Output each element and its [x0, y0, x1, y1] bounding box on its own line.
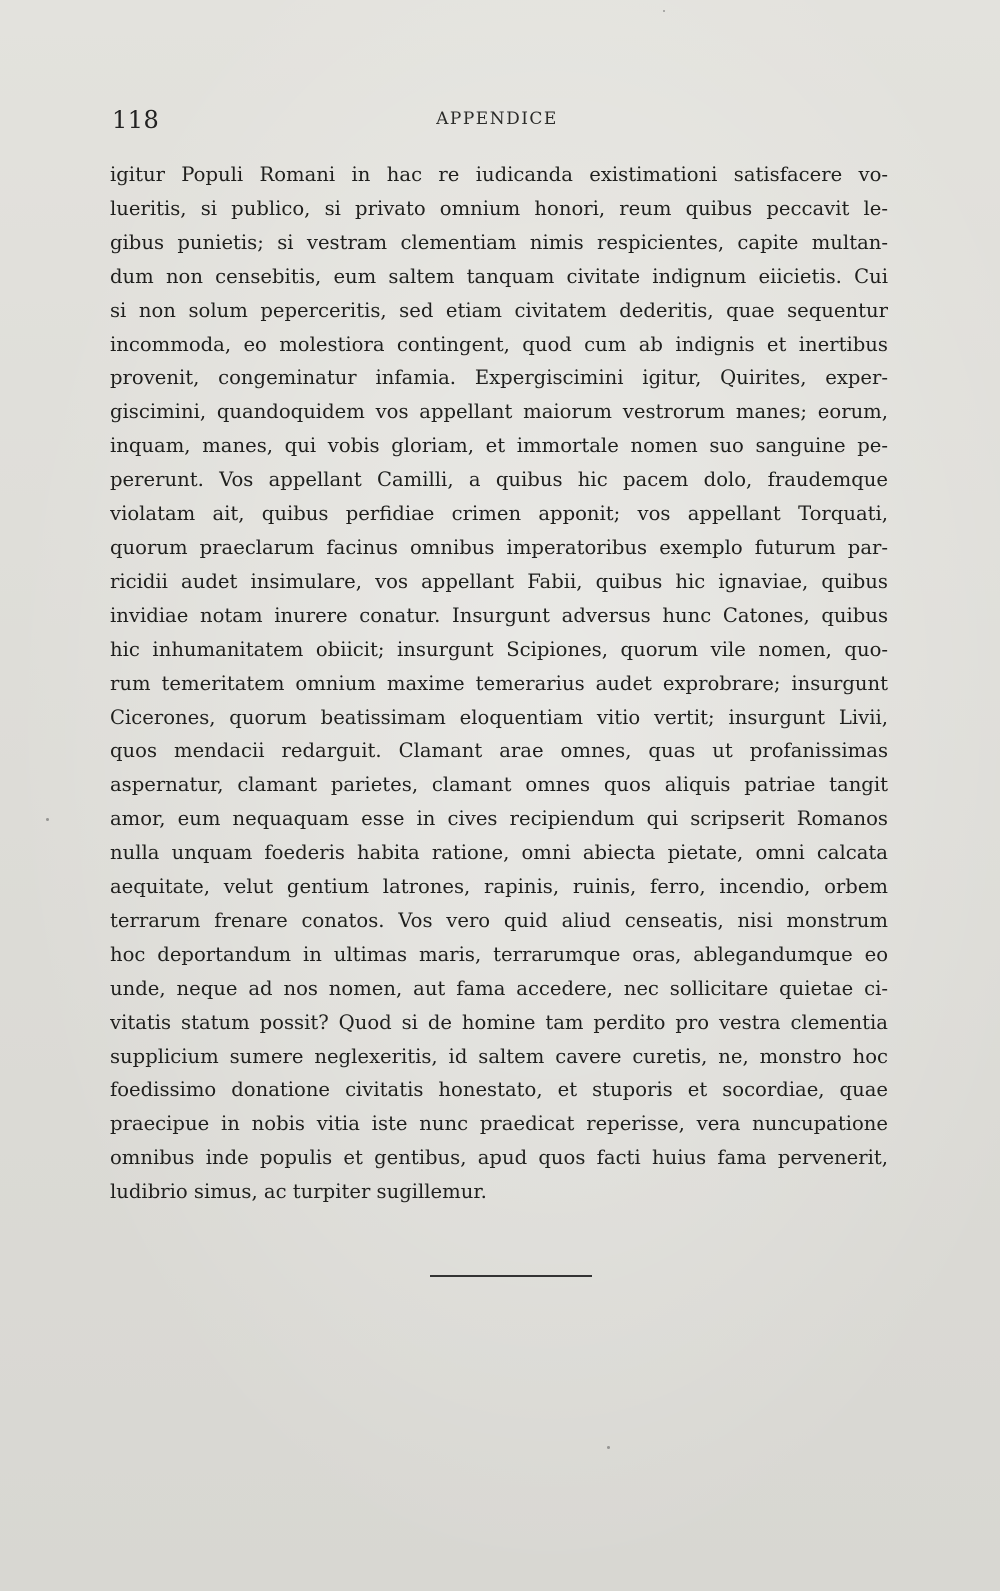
- running-head: APPENDICE: [436, 109, 558, 129]
- text-line: ricidii audet insimulare, vos appellant Fabii, quibus hic ignaviae, quibus: [110, 569, 888, 593]
- text-line: quorum praeclarum facinus omnibus imperatoribus exemplo futurum par-: [110, 535, 888, 559]
- text-line: supplicium sumere neglexeritis, id saltem cavere curetis, ne, monstro hoc: [110, 1044, 888, 1068]
- end-rule: [430, 1275, 592, 1277]
- text-line: Cicerones, quorum beatissimam eloquentiam vitio vertit; insurgunt Livii,: [110, 705, 888, 729]
- text-line: quos mendacii redarguit. Clamant arae omnes, quas ut profanissimas: [110, 739, 888, 763]
- text-line: violatam ait, quibus perfidiae crimen apponit; vos appellant Torquati,: [110, 502, 888, 526]
- text-line: terrarum frenare conatos. Vos vero quid aliud censeatis, nisi monstrum: [110, 908, 888, 932]
- paper-speck: [607, 1446, 610, 1449]
- text-line: rum temeritatem omnium maxime temerarius audet exprobrare; insurgunt: [110, 671, 888, 695]
- text-line: giscimini, quandoquidem vos appellant maiorum vestrorum manes; eorum,: [110, 400, 888, 424]
- text-line: provenit, congeminatur infamia. Expergiscimini igitur, Quirites, exper-: [110, 366, 888, 390]
- text-line: omnibus inde populis et gentibus, apud quos facti huius fama pervenerit,: [110, 1146, 888, 1170]
- text-line: praecipue in nobis vitia iste nunc praedicat reperisse, vera nuncupatione: [110, 1112, 888, 1136]
- text-line: aspernatur, clamant parietes, clamant omnes quos aliquis patriae tangit: [110, 773, 888, 797]
- text-line: incommoda, eo molestiora contingent, quod cum ab indignis et inertibus: [110, 332, 888, 356]
- text-line: pererunt. Vos appellant Camilli, a quibus hic pacem dolo, fraudemque: [110, 468, 888, 492]
- text-line: si non solum peperceritis, sed etiam civitatem dederitis, quae sequentur: [110, 298, 888, 322]
- text-line: aequitate, velut gentium latrones, rapinis, ruinis, ferro, incendio, orbem: [110, 875, 888, 899]
- paper-speck: [663, 10, 665, 12]
- text-line: dum non censebitis, eum saltem tanquam civitate indignum eiicietis. Cui: [110, 264, 888, 288]
- text-line-last: ludibrio simus, ac turpiter sugillemur.: [110, 1180, 487, 1204]
- text-line: unde, neque ad nos nomen, aut fama accedere, nec sollicitare quietae ci-: [110, 976, 888, 1000]
- text-line: invidiae notam inurere conatur. Insurgunt adversus hunc Catones, quibus: [110, 603, 888, 627]
- paper-speck: [46, 818, 49, 821]
- text-line: lueritis, si publico, si privato omnium honori, reum quibus peccavit le-: [110, 196, 888, 220]
- text-line: gibus punietis; si vestram clementiam nimis respicientes, capite multan-: [110, 230, 888, 254]
- page-header: [112, 106, 882, 136]
- text-line: inquam, manes, qui vobis gloriam, et immortale nomen suo sanguine pe-: [110, 434, 888, 458]
- text-line: vitatis statum possit? Quod si de homine tam perdito pro vestra clementia: [110, 1010, 888, 1034]
- body-paragraph: [110, 158, 888, 1209]
- text-line: foedissimo donatione civitatis honestato, et stuporis et socordiae, quae: [110, 1078, 888, 1102]
- text-line: hoc deportandum in ultimas maris, terrarumque oras, ablegandumque eo: [110, 942, 888, 966]
- text-line: igitur Populi Romani in hac re iudicanda existimationi satisfacere vo-: [110, 163, 888, 186]
- text-line: hic inhumanitatem obiicit; insurgunt Scipiones, quorum vile nomen, quo-: [110, 637, 888, 661]
- page-number: 118: [112, 106, 160, 134]
- text-line: nulla unquam foederis habita ratione, omni abiecta pietate, omni calcata: [110, 841, 888, 865]
- text-line: amor, eum nequaquam esse in cives recipiendum qui scripserit Romanos: [110, 807, 888, 831]
